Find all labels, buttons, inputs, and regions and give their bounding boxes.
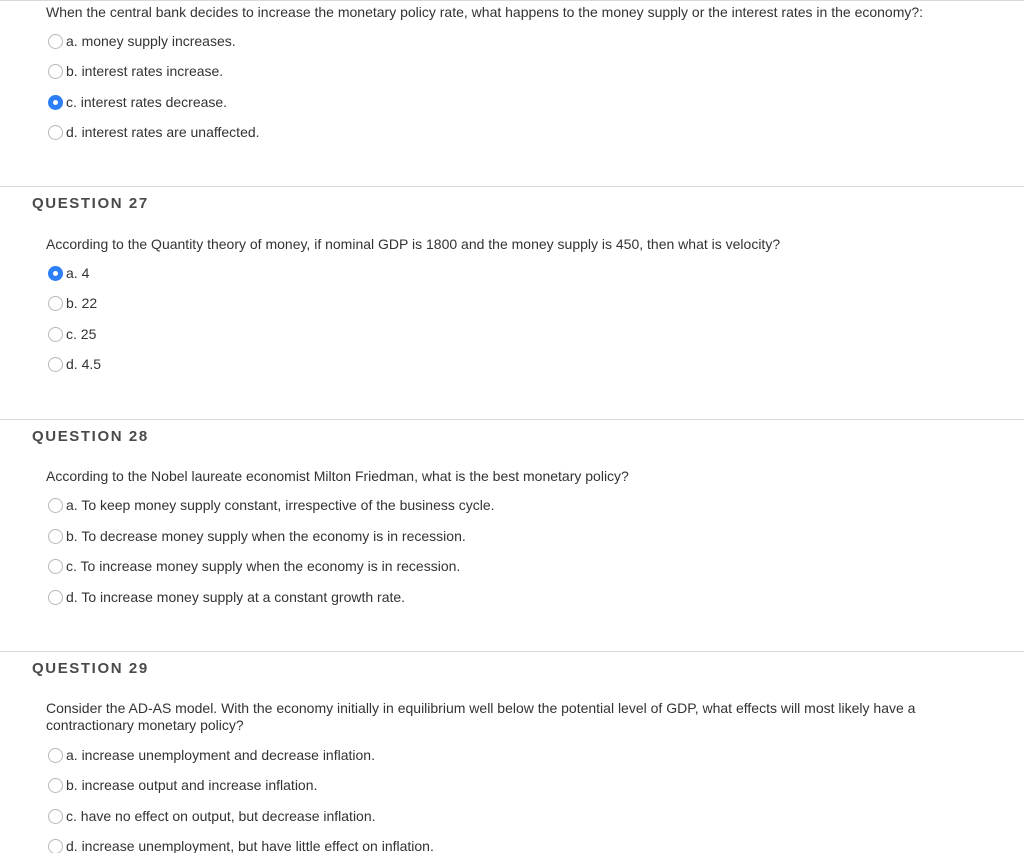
answer-option-d[interactable]: [48, 588, 405, 606]
answer-option-d[interactable]: [48, 123, 260, 141]
answer-label: c. interest rates decrease.: [66, 94, 228, 110]
answer-label: b. To decrease money supply when the economy is in recession.: [66, 528, 466, 544]
radio-button-icon[interactable]: [48, 125, 63, 140]
radio-button-icon[interactable]: [48, 809, 63, 824]
answer-option-b[interactable]: [48, 294, 97, 312]
answer-label: b. 22: [66, 295, 98, 311]
question-header: QUESTION 29: [32, 660, 149, 677]
answer-label: d. increase unemployment, but have little effect on inflation.: [66, 838, 434, 853]
answer-label: a. increase unemployment and decrease inflation.: [66, 747, 375, 763]
answer-label: a. 4: [66, 265, 90, 281]
answer-option-b[interactable]: [48, 62, 223, 80]
radio-button-icon[interactable]: [48, 327, 63, 342]
answer-option-d[interactable]: [48, 355, 101, 373]
answer-option-c[interactable]: [48, 325, 96, 343]
radio-button-icon[interactable]: [48, 64, 63, 79]
radio-button-icon[interactable]: [48, 748, 63, 763]
question-divider: [0, 419, 1024, 420]
radio-button-icon[interactable]: [48, 498, 63, 513]
question-text: According to the Quantity theory of money, if nominal GDP is 1800 and the money supply is 450, then what is velocity?: [46, 236, 781, 252]
answer-label: c. To increase money supply when the economy is in recession.: [66, 558, 461, 574]
question-text: According to the Nobel laureate economist Milton Friedman, what is the best monetary policy?: [46, 468, 629, 484]
question-header: QUESTION 27: [32, 195, 149, 212]
answer-option-a[interactable]: [48, 264, 89, 282]
answer-option-a[interactable]: [48, 496, 495, 514]
radio-button-selected-icon[interactable]: [48, 95, 63, 110]
answer-option-b[interactable]: [48, 527, 466, 545]
answer-label: b. interest rates increase.: [66, 63, 224, 79]
answer-label: a. To keep money supply constant, irrespective of the business cycle.: [66, 497, 495, 513]
answer-label: b. increase output and increase inflation.: [66, 777, 318, 793]
answer-label: d. interest rates are unaffected.: [66, 124, 260, 140]
answer-option-c[interactable]: [48, 93, 227, 111]
question-header: QUESTION 28: [32, 428, 149, 445]
answer-label: d. To increase money supply at a constant growth rate.: [66, 589, 406, 605]
radio-button-icon[interactable]: [48, 839, 63, 853]
answer-label: c. 25: [66, 326, 97, 342]
radio-button-selected-icon[interactable]: [48, 266, 63, 281]
radio-button-icon[interactable]: [48, 778, 63, 793]
radio-button-icon[interactable]: [48, 559, 63, 574]
answer-option-b[interactable]: [48, 776, 317, 794]
answer-label: a. money supply increases.: [66, 33, 236, 49]
radio-button-icon[interactable]: [48, 529, 63, 544]
answer-option-c[interactable]: [48, 807, 376, 825]
answer-option-d[interactable]: [48, 837, 434, 853]
answer-label: c. have no effect on output, but decrease inflation.: [66, 808, 376, 824]
question-text: When the central bank decides to increase the monetary policy rate, what happens to the money supply or the interest rates in the economy?:: [46, 4, 924, 20]
question-divider: [0, 186, 1024, 187]
question-divider: [0, 651, 1024, 652]
radio-button-icon[interactable]: [48, 34, 63, 49]
radio-button-icon[interactable]: [48, 296, 63, 311]
radio-button-icon[interactable]: [48, 590, 63, 605]
answer-option-a[interactable]: [48, 32, 236, 50]
radio-button-icon[interactable]: [48, 357, 63, 372]
answer-option-c[interactable]: [48, 557, 460, 575]
answer-option-a[interactable]: [48, 746, 375, 764]
question-text: Consider the AD-AS model. With the economy initially in equilibrium well below the potential level of GDP, what effects will most likely have a contractionary monetary policy?: [46, 700, 916, 733]
answer-label: d. 4.5: [66, 356, 102, 372]
top-divider: [0, 0, 1024, 1]
